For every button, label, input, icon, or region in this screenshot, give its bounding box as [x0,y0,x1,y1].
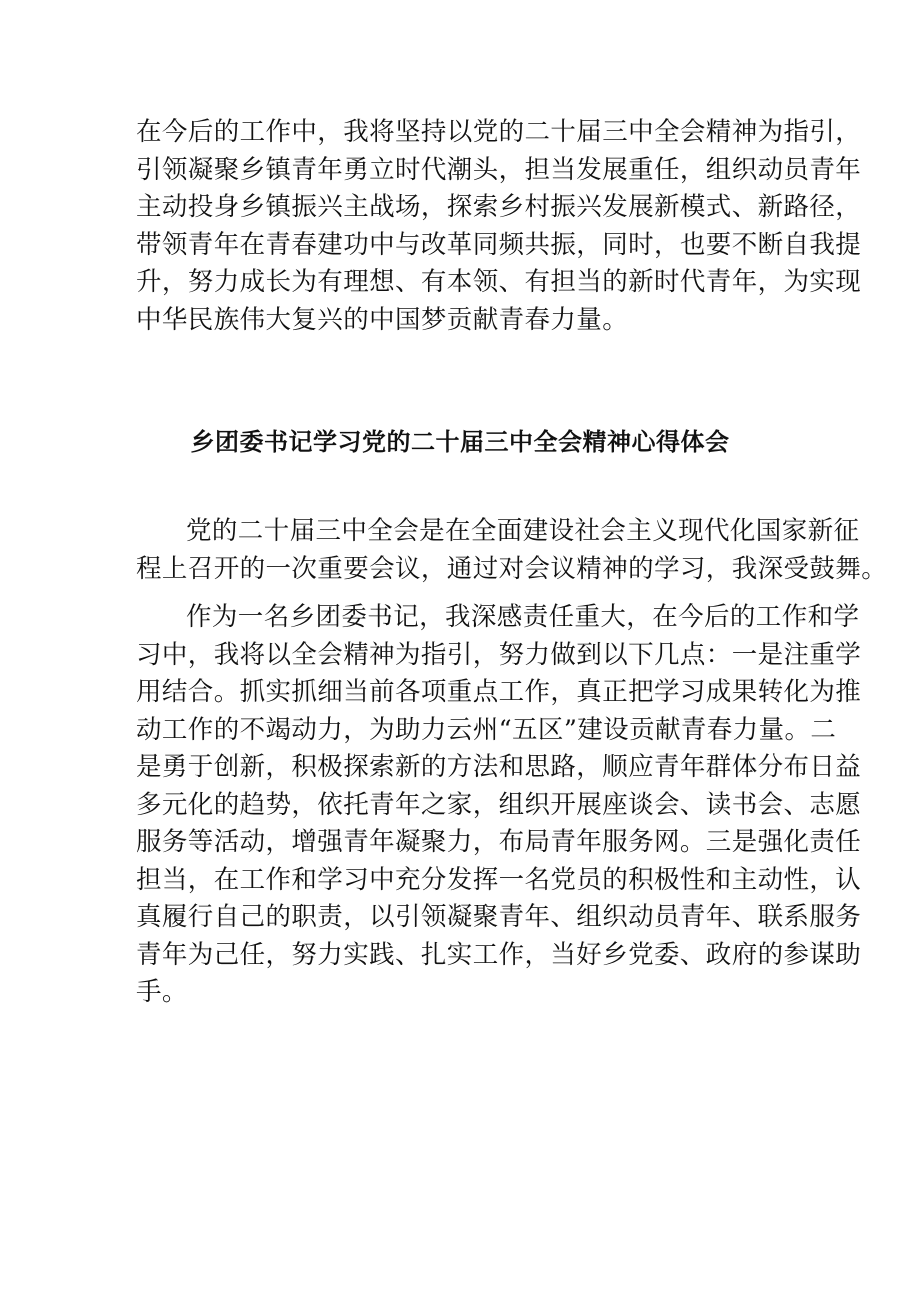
paragraph-2-line: 动工作的不竭动力，为助力云州“五区”建设贡献青春力量。二 [136,714,837,745]
document-title: 乡团委书记学习党的二十届三中全会精神心得体会 [190,428,730,456]
paragraph-1-line: 程上召开的一次重要会议，通过对会议精神的学习，我深受鼓舞。 [136,553,888,584]
intro-line: 在今后的工作中，我将坚持以党的二十届三中全会精神为指引， [136,117,862,147]
paragraph-2-line: 青年为己任，努力实践、扎实工作，当好乡党委、政府的参谋助 [136,939,862,970]
paragraph-2-line: 用结合。抓实抓细当前各项重点工作，真正把学习成果转化为推 [136,677,862,707]
intro-line: 引领凝聚乡镇青年勇立时代潮头，担当发展重任，组织动员青年 [136,154,862,185]
paragraph-2 [136,599,862,1012]
intro-line: 中华民族伟大复兴的中国梦贡献青春力量。 [136,304,629,335]
intro-line: 升，努力成长为有理想、有本领、有担当的新时代青年，为实现 [136,267,862,297]
paragraph-2-line: 作为一名乡团委书记，我深感责任重大，在今后的工作和学 [186,602,860,632]
paragraph-2-line: 真履行自己的职责，以引领凝聚青年、组织动员青年、联系服务 [136,902,862,932]
paragraph-2-line: 是勇于创新，积极探索新的方法和思路，顺应青年群体分布日益 [136,752,862,782]
intro-line: 带领青年在青春建功中与改革同频共振，同时，也要不断自我提 [136,229,862,260]
intro-paragraph [136,114,862,339]
paragraph-2-line: 多元化的趋势，依托青年之家，组织开展座谈会、读书会、志愿 [136,789,862,820]
paragraph-1-line: 党的二十届三中全会是在全面建设社会主义现代化国家新征 [186,516,860,546]
paragraph-2-line: 担当，在工作和学习中充分发挥一名党员的积极性和主动性，认 [136,864,862,895]
intro-line: 主动投身乡镇振兴主战场，探索乡村振兴发展新模式、新路径， [136,192,862,222]
paragraph-2-line: 手。 [136,977,188,1007]
paragraph-2-line: 习中，我将以全会精神为指引，努力做到以下几点：一是注重学 [136,639,862,670]
paragraph-1 [136,513,888,588]
paragraph-2-line: 服务等活动，增强青年凝聚力，布局青年服务网。三是强化责任 [136,827,862,857]
